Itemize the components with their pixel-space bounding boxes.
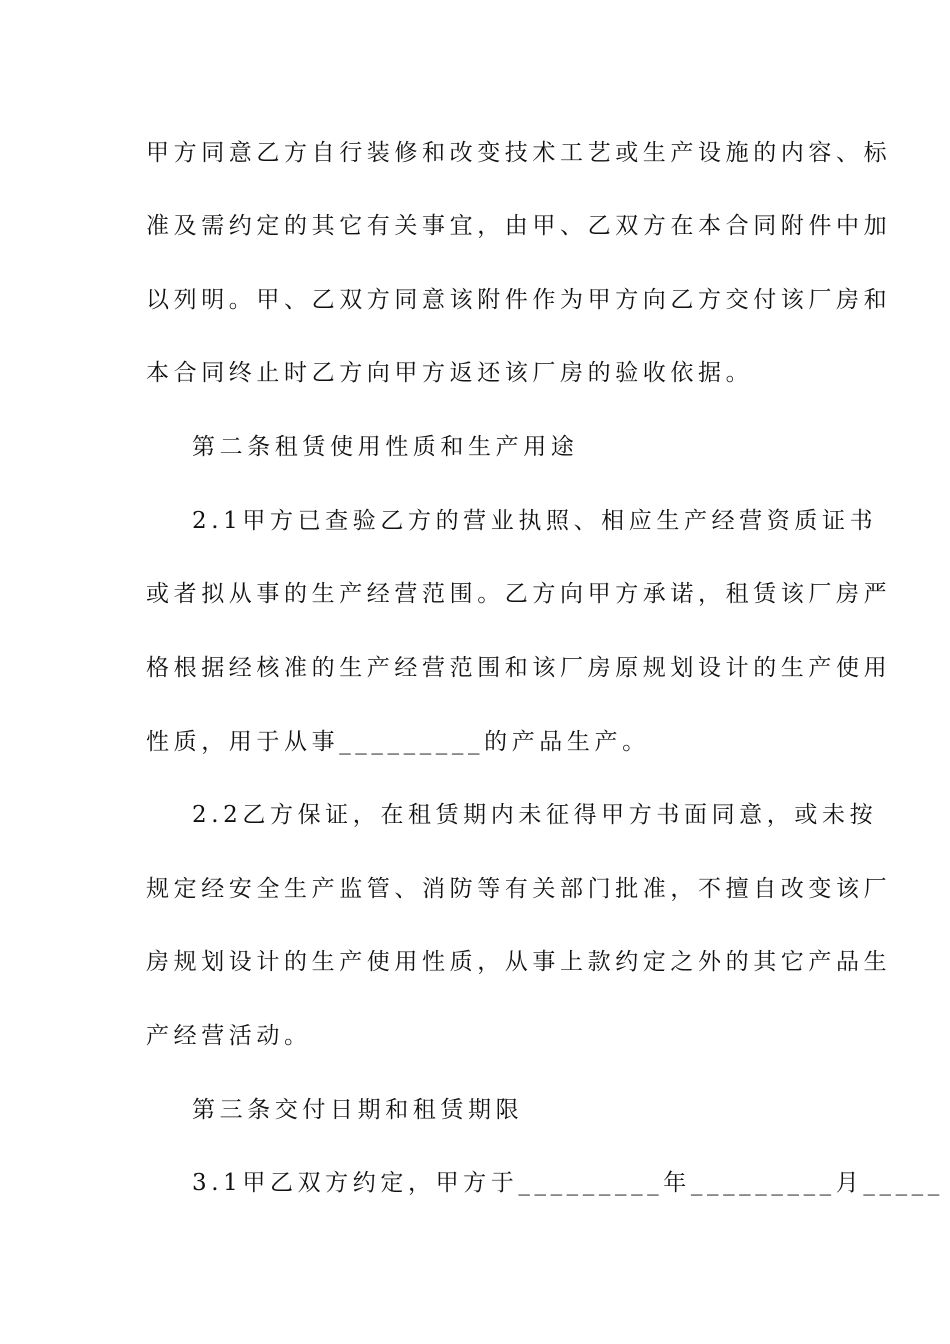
clause-3-1-line-1: 3.1甲乙双方约定，甲方于_________年_________月_____	[192, 1170, 944, 1196]
section-heading-2: 第二条租赁使用性质和生产用途	[192, 434, 579, 460]
clause-2-1-line-2: 或者拟从事的生产经营范围。乙方向甲方承诺，租赁该厂房严	[146, 581, 892, 607]
clause-2-2-line-3: 房规划设计的生产使用性质，从事上款约定之外的其它产品生	[146, 949, 892, 975]
clause-2-1-line-3: 格根据经核准的生产经营范围和该厂房原规划设计的生产使用	[146, 655, 892, 681]
paragraph-line-4: 本合同终止时乙方向甲方返还该厂房的验收依据。	[146, 360, 754, 386]
clause-2-1-line-4: 性质，用于从事_________的产品生产。	[146, 729, 650, 755]
paragraph-line-3: 以列明。甲、乙双方同意该附件作为甲方向乙方交付该厂房和	[146, 287, 892, 313]
paragraph-line-1: 甲方同意乙方自行装修和改变技术工艺或生产设施的内容、标	[146, 140, 892, 166]
paragraph-line-2: 准及需约定的其它有关事宜，由甲、乙双方在本合同附件中加	[146, 213, 892, 239]
clause-2-2-line-2: 规定经安全生产监管、消防等有关部门批准，不擅自改变该厂	[146, 876, 892, 902]
clause-2-1-line-1: 2.1甲方已查验乙方的营业执照、相应生产经营资质证书	[192, 508, 878, 534]
clause-2-2-line-1: 2.2乙方保证，在租赁期内未征得甲方书面同意，或未按	[192, 802, 878, 828]
clause-2-2-line-4: 产经营活动。	[146, 1023, 312, 1049]
section-heading-3: 第三条交付日期和租赁期限	[192, 1097, 524, 1123]
